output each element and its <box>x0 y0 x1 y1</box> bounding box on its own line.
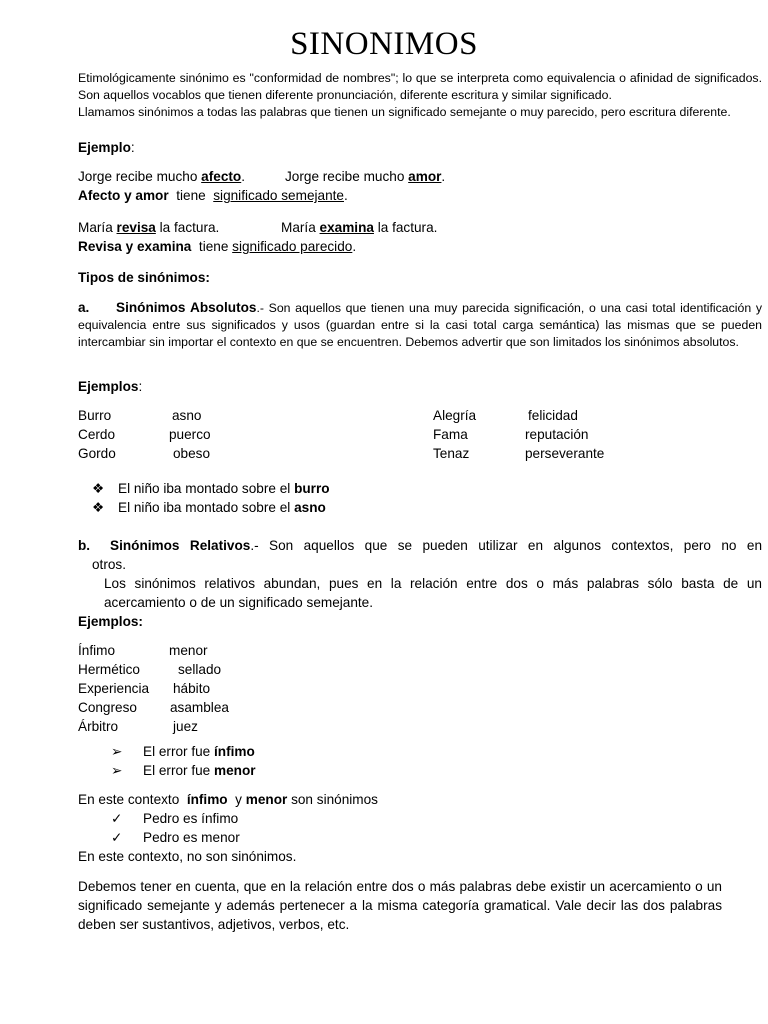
example1-left-word: afecto <box>201 169 242 184</box>
pair-b-4: Congreso <box>78 700 137 715</box>
pair-b-5: Árbitro <box>78 719 119 734</box>
intro-paragraph-2: Llamamos sinónimos a todas las palabras que tienen un significado semejante o muy parecido, pero escritura diferente. <box>78 105 731 119</box>
section-b-line-2: otros. <box>92 557 126 572</box>
example2-conclusion-end: . <box>352 239 357 254</box>
pair-b-2-syn: sellado <box>178 662 222 677</box>
pair-a-left-2: Cerdo <box>78 427 116 442</box>
example2-right-text: María <box>281 220 320 235</box>
example1-right <box>285 167 445 186</box>
example2-right-end: la factura. <box>373 220 438 235</box>
pair-b-4-syn: asamblea <box>170 700 229 715</box>
example2-conclusion-verb: tiene <box>191 239 233 254</box>
check-item-1 <box>111 809 238 828</box>
pair-b-1: Ínfimo <box>78 643 116 658</box>
example1-right-word: amor <box>408 169 442 184</box>
ejemplo-heading <box>78 138 762 157</box>
example2-conclusion-meaning: significado parecido <box>232 239 353 254</box>
context-1-end: son sinónimos <box>287 792 378 807</box>
pair-a-right-1: Alegría <box>433 408 477 423</box>
closing-paragraph: Debemos tener en cuenta, que en la relación entre dos o más palabras debe existir un acercamiento o un significado semejante y además pertenecer a la misma categoría gramatical. Vale decir las dos palabras deben ser sustantivos, adjetivos, verbos, etc. <box>78 879 722 932</box>
pair-a-right-2: Fama <box>433 427 468 442</box>
pair-b-2: Hermético <box>78 662 140 677</box>
example2-left <box>78 218 219 237</box>
sentence-word: asno <box>294 500 326 515</box>
context-1-text: En este contexto <box>78 792 187 807</box>
example2-right <box>281 218 437 237</box>
section-a-sentence-2 <box>92 498 326 517</box>
example2-left-word: revisa <box>116 220 156 235</box>
section-a-sentence-1 <box>92 479 330 498</box>
section-a-paragraph <box>78 298 762 351</box>
context-1-word-2: menor <box>245 792 288 807</box>
section-b-text-1: .- Son aquellos que se pueden utilizar en algunos contextos, pero no en <box>250 538 763 553</box>
sentence-word: menor <box>214 763 256 778</box>
pair-a-left-3: Gordo <box>78 446 116 461</box>
example2-left-text: María <box>78 220 117 235</box>
pair-a-right-1-syn: felicidad <box>528 408 578 423</box>
example2-left-end: la factura. <box>155 220 220 235</box>
section-a-ejemplos <box>78 377 142 396</box>
intro-paragraph-1: Etimológicamente sinónimo es "conformidad de nombres"; lo que se interpreta como equivalencia o afinidad de significados. Son aquellos vocablos que tienen diferente pronunciación, diferente escritura y similar significado. <box>78 71 762 102</box>
context-1-conjunction: y <box>227 792 246 807</box>
pair-a-right-3: Tenaz <box>433 446 470 461</box>
pair-b-5-syn: juez <box>173 719 198 734</box>
sentence-text: El error fue <box>143 744 215 759</box>
pair-a-left-1-syn: asno <box>172 408 202 423</box>
section-a-ejemplos-label: Ejemplos <box>78 379 139 394</box>
sentence-text: El niño iba montado sobre el <box>118 500 295 515</box>
pair-b-1-syn: menor <box>169 643 208 658</box>
pair-a-right-3-syn: perseverante <box>525 446 605 461</box>
example1-left <box>78 167 245 186</box>
example1-conclusion-end: . <box>343 188 348 203</box>
example2-conclusion-subject: Revisa y examina <box>78 239 192 254</box>
context-1 <box>78 790 378 809</box>
example1-right-text: Jorge recibe mucho <box>285 169 409 184</box>
sentence-text: El error fue <box>143 763 215 778</box>
arrow-bullet-icon: ➢ <box>111 763 123 778</box>
sentence-word: burro <box>294 481 330 496</box>
tipos-heading: Tipos de sinónimos: <box>78 270 210 285</box>
check-item-2 <box>111 828 240 847</box>
pair-a-left-2-syn: puerco <box>169 427 211 442</box>
page-title: SINONIMOS <box>290 26 478 62</box>
sentence-word: ínfimo <box>214 744 255 759</box>
context-2: En este contexto, no son sinónimos. <box>78 849 297 864</box>
section-b-line-4: acercamiento o de un significado semejante. <box>104 595 374 610</box>
pair-b-3: Experiencia <box>78 681 150 696</box>
example1-right-end: . <box>441 169 446 184</box>
section-a-text: .- Son aquellos que tienen una muy parecida significación, o una casi total identificación y equivalencia entre sus significados y usos (guardan entre si la casi total carga semántica) las mismas que se pueden intercambiar sin importar el contexto en que se encuentren. Debemos advertir que son limitados los sinónimos absolutos. <box>78 301 762 349</box>
section-b-sentence-2 <box>111 761 256 780</box>
example1-left-end: . <box>241 169 245 184</box>
pair-b-3-syn: hábito <box>173 681 211 696</box>
section-b-sentence-1 <box>111 742 255 761</box>
example2-conclusion <box>78 237 356 256</box>
example1-conclusion-verb: tiene <box>168 188 214 203</box>
sentence-text: El niño iba montado sobre el <box>118 481 295 496</box>
check-item-text: Pedro es ínfimo <box>143 811 239 826</box>
example2-right-word: examina <box>319 220 374 235</box>
diamond-bullet-icon: ❖ <box>92 500 105 515</box>
example1-conclusion-subject: Afecto y amor <box>78 188 169 203</box>
checkmark-icon: ✓ <box>111 811 123 826</box>
section-b-label: b. <box>78 538 91 553</box>
arrow-bullet-icon: ➢ <box>111 744 123 759</box>
example1-conclusion <box>78 186 348 205</box>
diamond-bullet-icon: ❖ <box>92 481 105 496</box>
ejemplo-label: Ejemplo <box>78 140 131 155</box>
section-b-line-3: Los sinónimos relativos abundan, pues en la relación entre dos o más palabras sólo basta de un <box>104 576 762 591</box>
pair-a-left-3-syn: obeso <box>173 446 211 461</box>
example1-left-text: Jorge recibe mucho <box>78 169 202 184</box>
section-a-heading: Sinónimos Absolutos <box>116 300 257 315</box>
pair-a-right-2-syn: reputación <box>525 427 589 442</box>
section-b-heading: Sinónimos Relativos <box>110 538 251 553</box>
pair-a-left-1: Burro <box>78 408 112 423</box>
section-a-ejemplos-colon: : <box>138 379 143 394</box>
context-1-word-1: ínfimo <box>186 792 228 807</box>
section-b-line-1 <box>78 536 762 555</box>
ejemplo-colon: : <box>130 140 135 155</box>
check-item-text: Pedro es menor <box>143 830 240 845</box>
checkmark-icon: ✓ <box>111 830 123 845</box>
section-b-ejemplos: Ejemplos: <box>78 614 143 629</box>
example1-conclusion-meaning: significado semejante <box>213 188 344 203</box>
section-a-label: a. <box>78 300 90 315</box>
